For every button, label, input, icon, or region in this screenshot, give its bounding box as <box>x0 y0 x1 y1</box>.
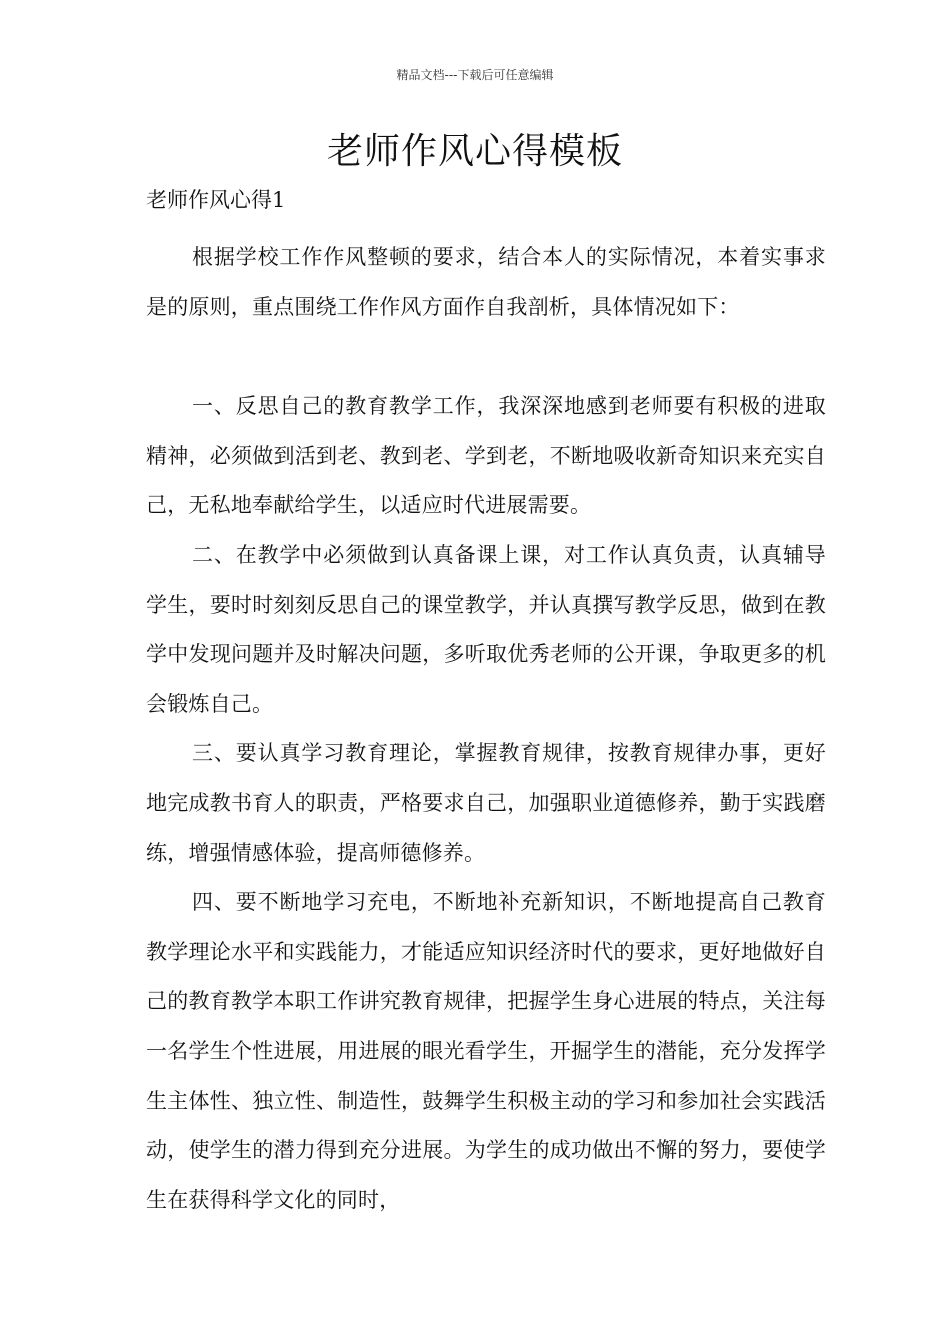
paragraph-3: 三、要认真学习教育理论，掌握教育规律，按教育规律办事，更好地完成教书育人的职责，严格要求自己，加强职业道德修养，勤于实践磨练，增强情感体验，提高师德修养。 <box>146 741 826 865</box>
paragraph-4: 四、要不断地学习充电，不断地补充新知识，不断地提高自己教育教学理论水平和实践能力，才能适应知识经济时代的要求，更好地做好自己的教育教学本职工作讲究教育规律，把握学生身心进展的特点，关注每一名学生个性进展，用进展的眼光看学生，开掘学生的潜能，充分发挥学生主体性、独立性、制造性，鼓舞学生积极主动的学习和参加社会实践活动，使学生的潜力得到充分进展。为学生的成功做出不懈的努力，要使学生在获得科学文化的同时， <box>146 890 826 1212</box>
section-subheading: 老师作风心得1 <box>146 188 286 212</box>
document-body <box>146 233 826 1225</box>
paragraph-1: 一、反思自己的教育教学工作，我深深地感到老师要有积极的进取精神，必须做到活到老、教到老、学到老，不断地吸收新奇知识来充实自己，无私地奉献给学生，以适应时代进展需要。 <box>146 394 826 518</box>
paragraph-intro: 根据学校工作作风整顿的要求，结合本人的实际情况，本着实事求是的原则，重点围绕工作作风方面作自我剖析，具体情况如下： <box>146 245 826 319</box>
document-title: 老师作风心得模板 <box>326 131 623 172</box>
paragraph-2: 二、在教学中必须做到认真备课上课，对工作认真负责，认真辅导学生，要时时刻刻反思自己的课堂教学，并认真撰写教学反思，做到在教学中发现问题并及时解决问题，多听取优秀老师的公开课，争取更多的机会锻炼自己。 <box>146 542 826 716</box>
paragraph-gap <box>146 332 826 382</box>
header-note: 精品文档---下载后可任意编辑 <box>396 68 554 82</box>
